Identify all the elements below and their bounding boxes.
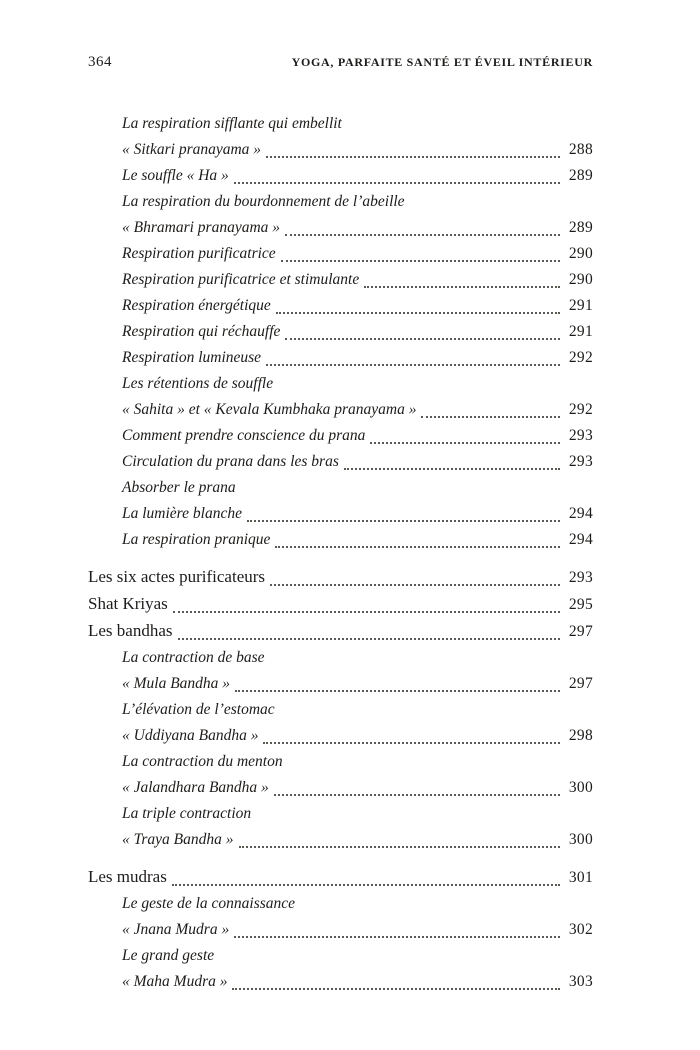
toc-line	[122, 801, 593, 827]
toc-line	[122, 527, 593, 553]
toc-page-ref: 294	[568, 505, 593, 522]
toc-line	[122, 501, 593, 527]
toc-entry-text: Absorber le prana	[122, 479, 236, 496]
toc-page-ref: 289	[568, 167, 593, 184]
toc-entry	[88, 864, 593, 891]
running-header-title: YOGA, PARFAITE SANTÉ ET ÉVEIL INTÉRIEUR	[291, 55, 593, 69]
toc-entry-text: La lumière blanche	[122, 505, 242, 522]
toc-entry	[88, 749, 593, 801]
toc-page-ref: 297	[568, 675, 593, 692]
toc-entry-text: « Traya Bandha »	[122, 831, 234, 848]
toc-page-ref: 293	[568, 453, 593, 470]
toc-line	[122, 345, 593, 371]
dot-leader	[285, 338, 560, 340]
toc-entry	[88, 697, 593, 749]
toc-entry	[88, 943, 593, 995]
toc-line	[122, 749, 593, 775]
toc-page-ref: 295	[568, 596, 593, 613]
toc-line	[122, 423, 593, 449]
toc-entry-text: Respiration énergétique	[122, 297, 271, 314]
toc-page-ref: 288	[568, 141, 593, 158]
toc-entry-text: « Sitkari pranayama »	[122, 141, 262, 158]
toc-entry-text: Respiration purificatrice et stimulante	[122, 271, 360, 288]
toc-entry-text: Les rétentions de souffle	[122, 375, 274, 392]
toc-line	[88, 591, 593, 618]
toc-entry-text: Les bandhas	[88, 621, 173, 640]
toc-line	[122, 671, 593, 697]
dot-leader	[275, 546, 560, 548]
toc-entry-text: Circulation du prana dans les bras	[122, 453, 339, 470]
toc-entry	[88, 475, 593, 527]
toc-entry	[88, 371, 593, 423]
toc-entry-text: La respiration pranique	[122, 531, 271, 548]
toc-page-ref: 289	[568, 219, 593, 236]
dot-leader	[247, 520, 560, 522]
dot-leader	[263, 742, 560, 744]
toc-entry-text: Respiration purificatrice	[122, 245, 276, 262]
toc-line	[122, 189, 593, 215]
toc-page-ref: 300	[568, 831, 593, 848]
toc-entry-text: Le grand geste	[122, 947, 215, 964]
toc-entry-text: Les mudras	[88, 867, 167, 886]
toc-entry-text: Comment prendre conscience du prana	[122, 427, 366, 444]
toc-entry	[88, 267, 593, 293]
toc-page-ref: 300	[568, 779, 593, 796]
toc-entry	[88, 163, 593, 189]
toc-line	[122, 723, 593, 749]
toc-page-ref: 297	[568, 623, 593, 640]
page-header	[88, 54, 593, 71]
toc-line	[88, 864, 593, 891]
toc-line	[122, 215, 593, 241]
toc-line	[122, 293, 593, 319]
toc-page-ref: 302	[568, 921, 593, 938]
table-of-contents	[88, 111, 593, 995]
toc-line	[122, 397, 593, 423]
toc-page-ref: 291	[568, 297, 593, 314]
toc-entry	[88, 801, 593, 853]
dot-leader	[235, 690, 560, 692]
toc-page-ref: 298	[568, 727, 593, 744]
toc-line	[122, 827, 593, 853]
toc-entry-text: « Maha Mudra »	[122, 973, 228, 990]
dot-leader	[344, 468, 560, 470]
toc-entry-text: « Jnana Mudra »	[122, 921, 230, 938]
toc-entry	[88, 891, 593, 943]
toc-line	[122, 137, 593, 163]
toc-line	[122, 917, 593, 943]
toc-line	[88, 564, 593, 591]
toc-line	[122, 775, 593, 801]
toc-entry-text: Respiration lumineuse	[122, 349, 262, 366]
toc-entry-text: « Uddiyana Bandha »	[122, 727, 259, 744]
toc-entry	[88, 189, 593, 241]
dot-leader	[370, 442, 560, 444]
toc-line	[122, 267, 593, 293]
toc-line	[122, 163, 593, 189]
toc-entry-text: La contraction de base	[122, 649, 265, 666]
toc-entry	[88, 618, 593, 645]
toc-entry-text: Shat Kriyas	[88, 594, 168, 613]
dot-leader	[232, 988, 560, 990]
toc-entry	[88, 527, 593, 553]
toc-page-ref: 292	[568, 349, 593, 366]
dot-leader	[421, 416, 560, 418]
toc-entry	[88, 645, 593, 697]
toc-page-ref: 290	[568, 245, 593, 262]
toc-entry	[88, 449, 593, 475]
toc-entry-text: La triple contraction	[122, 805, 252, 822]
dot-leader	[239, 846, 560, 848]
toc-entry-text: La contraction du menton	[122, 753, 283, 770]
toc-line	[122, 891, 593, 917]
toc-line	[122, 241, 593, 267]
toc-line	[122, 943, 593, 969]
toc-entry	[88, 591, 593, 618]
dot-leader	[285, 234, 560, 236]
toc-entry-text: « Jalandhara Bandha »	[122, 779, 269, 796]
toc-entry-text: « Sahita » et « Kevala Kumbhaka pranayama »	[122, 401, 417, 418]
toc-page-ref: 291	[568, 323, 593, 340]
toc-entry	[88, 564, 593, 591]
toc-entry-text: Les six actes purificateurs	[88, 567, 266, 586]
toc-page-ref: 294	[568, 531, 593, 548]
toc-line	[122, 111, 593, 137]
dot-leader	[270, 584, 560, 586]
dot-leader	[281, 260, 560, 262]
dot-leader	[172, 884, 560, 886]
toc-entry-text: La respiration sifflante qui embellit	[122, 115, 342, 132]
folio-page-number: 364	[88, 54, 112, 70]
toc-line	[122, 449, 593, 475]
toc-entry	[88, 241, 593, 267]
toc-entry	[88, 319, 593, 345]
toc-page-ref: 292	[568, 401, 593, 418]
dot-leader	[266, 156, 560, 158]
toc-page-ref: 290	[568, 271, 593, 288]
toc-entry-text: Le geste de la connaissance	[122, 895, 296, 912]
toc-line	[122, 475, 593, 501]
toc-entry-text: L’élévation de l’estomac	[122, 701, 275, 718]
toc-line	[122, 371, 593, 397]
toc-entry	[88, 423, 593, 449]
toc-entry	[88, 111, 593, 163]
toc-page-ref: 303	[568, 973, 593, 990]
toc-page-ref: 293	[568, 569, 593, 586]
toc-page-ref: 301	[568, 869, 593, 886]
dot-leader	[234, 936, 560, 938]
toc-entry-text: Respiration qui réchauffe	[122, 323, 281, 340]
toc-line	[122, 697, 593, 723]
toc-line	[122, 969, 593, 995]
toc-entry	[88, 345, 593, 371]
toc-line	[122, 645, 593, 671]
toc-entry-text: « Mula Bandha »	[122, 675, 231, 692]
dot-leader	[266, 364, 560, 366]
dot-leader	[276, 312, 560, 314]
toc-page-ref: 293	[568, 427, 593, 444]
toc-entry-text: Le souffle « Ha »	[122, 167, 229, 184]
toc-entry-text: « Bhramari pranayama »	[122, 219, 281, 236]
dot-leader	[178, 638, 560, 640]
dot-leader	[274, 794, 560, 796]
toc-entry	[88, 293, 593, 319]
dot-leader	[173, 611, 560, 613]
toc-line	[122, 319, 593, 345]
toc-entry-text: La respiration du bourdonnement de l’abeille	[122, 193, 405, 210]
dot-leader	[234, 182, 560, 184]
dot-leader	[364, 286, 560, 288]
toc-line	[88, 618, 593, 645]
